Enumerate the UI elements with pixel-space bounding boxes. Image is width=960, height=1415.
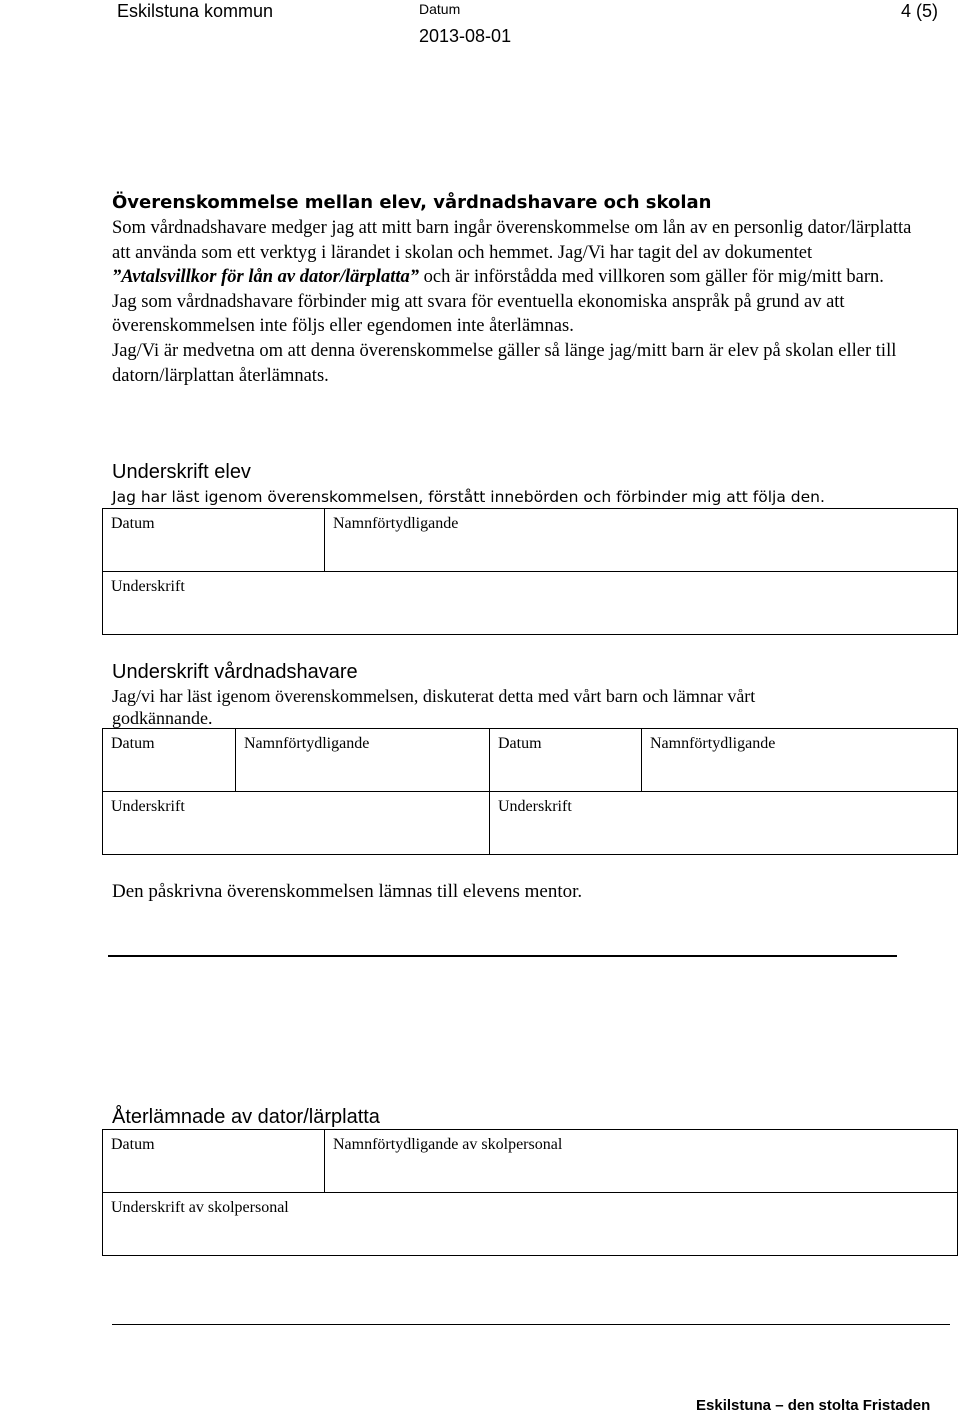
guardian-2-date-label: Datum bbox=[498, 735, 542, 752]
return-name-label: Namnförtydligande av skolpersonal bbox=[333, 1136, 563, 1153]
student-signature-field[interactable] bbox=[103, 572, 958, 635]
student-name-label: Namnförtydligande bbox=[333, 515, 459, 532]
return-name-field[interactable] bbox=[325, 1130, 958, 1193]
guardian-signature-form bbox=[102, 728, 958, 855]
guardian-1-signature-label: Underskrift bbox=[111, 798, 185, 815]
student-signature-label: Underskrift bbox=[111, 578, 185, 595]
guardian-2-date-field[interactable] bbox=[490, 729, 642, 792]
student-date-field[interactable] bbox=[103, 509, 325, 572]
student-signature-heading: Underskrift elev bbox=[112, 461, 251, 483]
guardian-1-signature-field[interactable] bbox=[103, 792, 490, 855]
document-date: 2013-08-01 bbox=[419, 26, 512, 46]
student-signature-subtext: Jag har läst igenom överenskommelsen, förstått innebörden och förbinder mig att följa den. bbox=[112, 488, 825, 506]
guardian-2-name-field[interactable] bbox=[642, 729, 958, 792]
student-name-field[interactable] bbox=[325, 509, 958, 572]
footer-divider bbox=[112, 1324, 950, 1325]
guardian-1-date-field[interactable] bbox=[103, 729, 236, 792]
blank-line bbox=[108, 955, 897, 957]
guardian-2-signature-field[interactable] bbox=[490, 792, 958, 855]
return-form bbox=[102, 1129, 958, 1256]
guardian-signature-heading: Underskrift vårdnadshavare bbox=[112, 661, 358, 683]
guardian-1-name-field[interactable] bbox=[236, 729, 490, 792]
student-date-label: Datum bbox=[111, 515, 155, 532]
return-heading: Återlämnade av dator/lärplatta bbox=[112, 1106, 380, 1128]
mentor-note: Den påskrivna överenskommelsen lämnas till elevens mentor. bbox=[112, 881, 583, 902]
agreement-text-2: och är införstådda med villkoren som gäller för mig/mitt barn. Jag som vårdnadshavare förbinder mig att svara för eventuella ekonomiska anspråk på grund av att överenskommelsen inte följs eller egendomen inte återlämnas. bbox=[112, 267, 884, 337]
student-signature-form bbox=[102, 508, 958, 635]
agreement-text-3: Jag/Vi är medvetna om att denna överenskommelse gäller så länge jag/mitt barn är elev på skolan eller till datorn/lärplattan återlämnats. bbox=[112, 340, 897, 386]
footer-slogan: Eskilstuna – den stolta Fristaden bbox=[696, 1397, 931, 1414]
agreement-body bbox=[112, 216, 912, 388]
agreement-text-1: Som vårdnadshavare medger jag att mitt barn ingår överenskommelse om lån av en personlig dator/lärplatta att använda som ett verktyg i lärandet i skolan och hemmet. Jag/Vi har tagit del av dokumentet bbox=[112, 218, 912, 263]
return-signature-label: Underskrift av skolpersonal bbox=[111, 1199, 289, 1216]
guardian-signature-subtext: Jag/vi har läst igenom överenskommelsen, diskuterat detta med vårt barn och lämnar vårt godkännande. bbox=[112, 686, 756, 728]
guardian-1-date-label: Datum bbox=[111, 735, 155, 752]
agreement-title: Överenskommelse mellan elev, vårdnadshavare och skolan bbox=[112, 192, 712, 213]
guardian-2-signature-label: Underskrift bbox=[498, 798, 572, 815]
date-label: Datum bbox=[419, 1, 461, 17]
return-date-label: Datum bbox=[111, 1136, 155, 1153]
return-signature-field[interactable] bbox=[103, 1193, 958, 1256]
return-date-field[interactable] bbox=[103, 1130, 325, 1193]
guardian-2-name-label: Namnförtydligande bbox=[650, 735, 776, 752]
guardian-1-name-label: Namnförtydligande bbox=[244, 735, 370, 752]
agreement-document-name: ”Avtalsvillkor för lån av dator/lärplatta” bbox=[112, 267, 419, 288]
page-number: 4 (5) bbox=[900, 1, 938, 21]
organization-name: Eskilstuna kommun bbox=[117, 1, 274, 21]
